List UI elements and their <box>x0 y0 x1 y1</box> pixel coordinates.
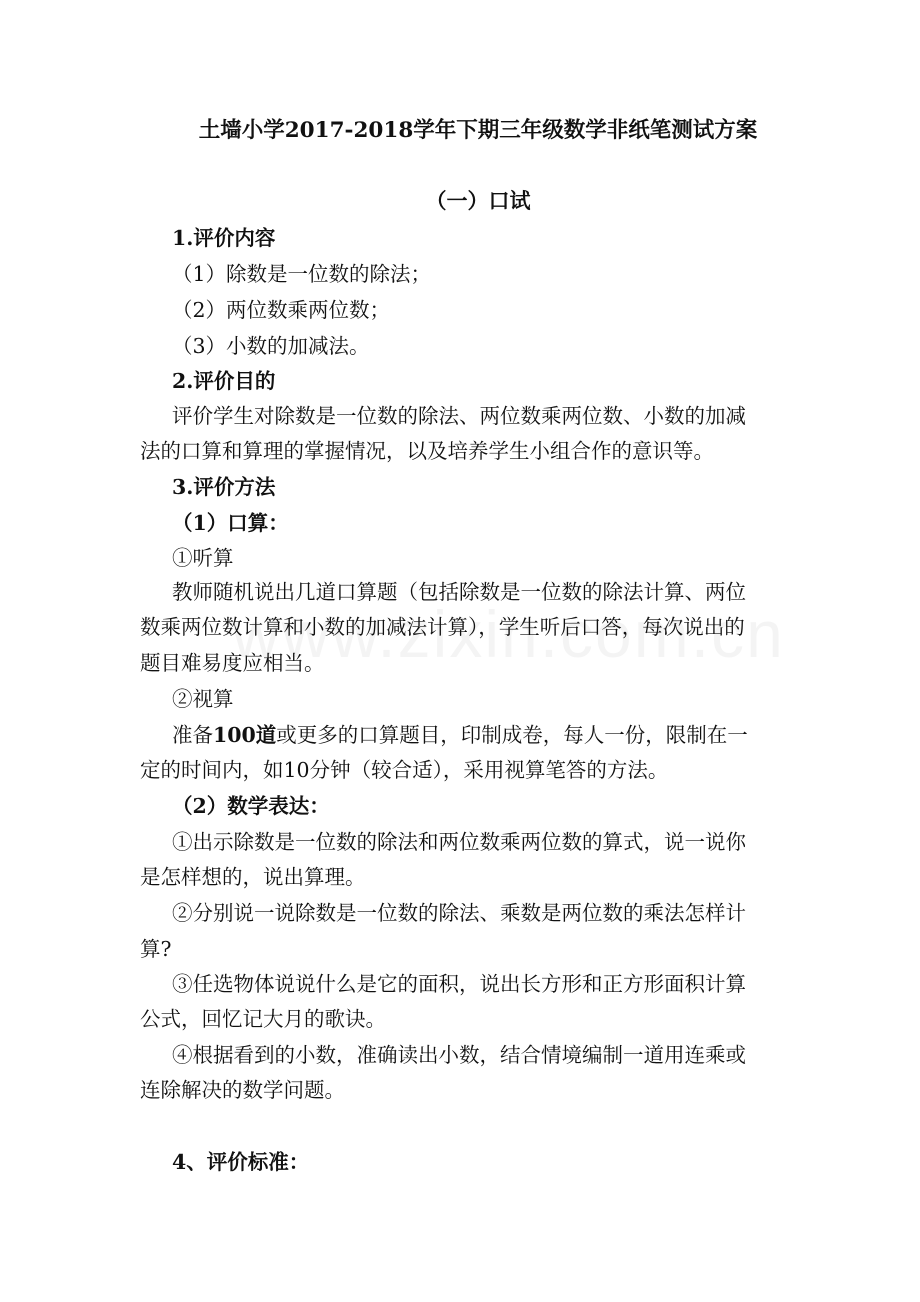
listening-paragraph-line-3: 题目难易度应相当。 <box>140 651 325 675</box>
subheading-oral-calculation: （1）口算： <box>172 511 289 535</box>
visual-text-suffix: 或更多的口算题目，印制成卷，每人一份，限制在一 <box>276 723 748 747</box>
expression-item-1-line-1: ①出示除数是一位数的除法和两位数乘两位数的算式，说一说你 <box>172 830 746 854</box>
expression-item-3-line-1: ③任选物体说说什么是它的面积，说出长方形和正方形面积计算 <box>172 972 746 996</box>
heading-evaluation-criteria: 4、评价标准： <box>172 1150 310 1174</box>
listening-paragraph-line-1: 教师随机说出几道口算题（包括除数是一位数的除法计算、两位 <box>172 580 746 604</box>
visual-paragraph-line-2: 定的时间内，如10分钟（较合适），采用视算笔答的方法。 <box>140 758 669 782</box>
heading-evaluation-content: 1.评价内容 <box>172 226 276 250</box>
section-title-oral-test: （一）口试 <box>425 188 531 213</box>
expression-item-3-line-2: 公式，回忆记大月的歌诀。 <box>140 1007 386 1031</box>
content-item-2: （2）两位数乘两位数； <box>172 298 391 322</box>
visual-text-prefix: 准备 <box>172 723 213 747</box>
visual-text-count: 100道 <box>213 723 277 747</box>
purpose-paragraph-line-2: 法的口算和算理的掌握情况，以及培养学生小组合作的意识等。 <box>140 439 714 463</box>
content-item-1: （1）除数是一位数的除法； <box>172 262 432 286</box>
expression-item-4-line-2: 连除解决的数学问题。 <box>140 1078 345 1102</box>
expression-item-1-line-2: 是怎样想的，说出算理。 <box>140 865 366 889</box>
expression-item-2-line-1: ②分别说一说除数是一位数的除法、乘数是两位数的乘法怎样计 <box>172 901 746 925</box>
heading-evaluation-method: 3.评价方法 <box>172 475 276 499</box>
document-title: 土墙小学2017-2018学年下期三年级数学非纸笔测试方案 <box>198 118 758 143</box>
listening-paragraph-line-2: 数乘两位数计算和小数的加减法计算），学生听后口答，每次说出的 <box>140 615 745 639</box>
heading-evaluation-purpose: 2.评价目的 <box>172 369 276 393</box>
subheading-math-expression: （2）数学表达： <box>172 794 330 818</box>
item-listening-calculation: ①听算 <box>172 546 234 570</box>
visual-paragraph-line-1 <box>172 720 817 750</box>
expression-item-4-line-1: ④根据看到的小数，准确读出小数，结合情境编制一道用连乘或 <box>172 1043 746 1067</box>
item-visual-calculation: ②视算 <box>172 687 234 711</box>
expression-item-2-line-2: 算? <box>140 937 172 961</box>
content-item-3: （3）小数的加减法。 <box>172 334 370 358</box>
purpose-paragraph-line-1: 评价学生对除数是一位数的除法、两位数乘两位数、小数的加减 <box>172 404 746 428</box>
